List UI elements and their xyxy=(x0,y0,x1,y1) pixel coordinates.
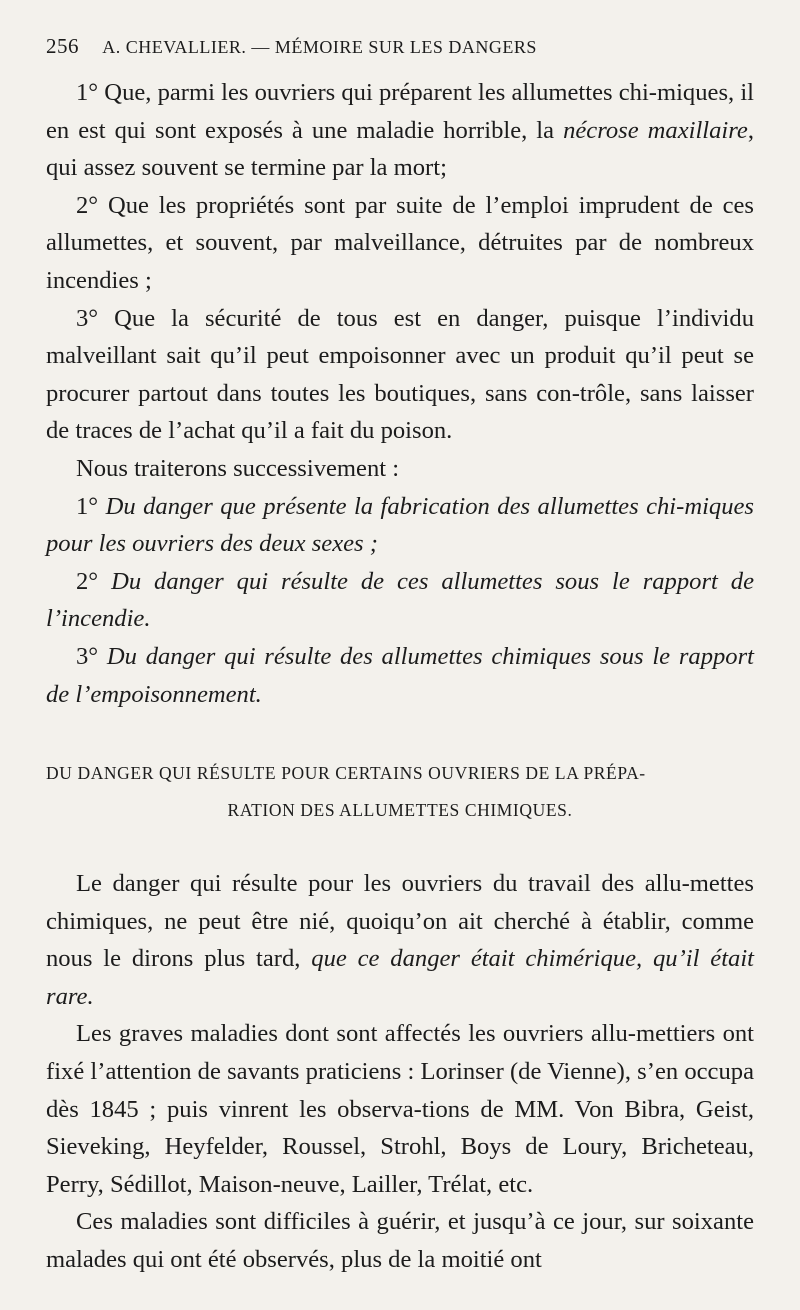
paragraph-3: Ces maladies sont difficiles à guérir, et jusqu’à ce jour, sur soixante malades qui ont été observés, plus de la moitié ont xyxy=(46,1208,754,1274)
list2-item2-italic: Du danger qui résulte de ces allumettes sous le rapport de l’incendie. xyxy=(46,567,754,633)
paragraph-1-italic: que ce danger était chimérique, qu’il était rare. xyxy=(46,945,754,1010)
list2-item1 xyxy=(46,488,754,563)
section-heading-line2: RATION DES ALLUMETTES CHIMIQUES. xyxy=(227,800,573,821)
list1-item1-text-end: , qui assez souvent se termine par la mort; xyxy=(46,116,754,182)
list2-item1-italic: Du danger que présente la fabrication des allumettes chi-miques pour les ouvriers des deux sexes ; xyxy=(46,492,754,558)
running-header xyxy=(46,34,754,59)
list1-item1 xyxy=(46,74,754,187)
list1-item1-italic: nécrose maxillaire xyxy=(563,116,748,144)
list2-item2-number: 2° xyxy=(76,567,112,595)
section-heading-line1: DU DANGER QUI RÉSULTE POUR CERTAINS OUVRIERS DE LA PRÉPA- xyxy=(46,763,646,784)
list1-item3: 3° Que la sécurité de tous est en danger, puisque l’individu malveillant sait qu’il peut empoisonner avec un produit qu’il peut se procurer partout dans toutes les boutiques, sans con-trôle, sans laisser de traces de l’achat qu’il a fait du poison. xyxy=(46,304,754,445)
list2-item1-number: 1° xyxy=(76,492,106,520)
paragraph-1-text: Le danger qui résulte pour les ouvriers du travail des allu-mettes chimiques, ne peut être nié, quoiqu’on ait cherché à établir, comme nous le dirons plus tard, xyxy=(46,870,754,973)
section-heading xyxy=(46,755,754,829)
paragraph-2: Les graves maladies dont sont affectés les ouvriers allu-mettiers ont fixé l’attention de savants praticiens : Lorinser (de Vienne), s’en occupa dès 1845 ; puis vinrent les observa-tions de MM. Von Bibra, Geist, Sieveking, Heyfelder, Roussel, Strohl, Boys de Loury, Bricheteau, Perry, Sédillot, Maison-neuve, Lailler, Trélat, etc. xyxy=(46,1020,754,1198)
paragraph-1 xyxy=(46,865,754,1015)
list2-item2 xyxy=(46,563,754,638)
list2-item3 xyxy=(46,638,754,713)
list2-item3-italic: Du danger qui résulte des allumettes chimiques sous le rapport de l’empoisonnement. xyxy=(46,642,755,708)
page-body xyxy=(46,74,754,1279)
intro-paragraph: Nous traiterons successivement : xyxy=(76,454,400,482)
list2-item3-number: 3° xyxy=(76,642,107,670)
list1-item1-text: 1° Que, parmi les ouvriers qui préparent les allumettes chi-miques, il en est qui sont exposés à une maladie horrible, la xyxy=(46,79,754,144)
page-number: 256 xyxy=(46,34,79,58)
running-title: A. CHEVALLIER. — MÉMOIRE SUR LES DANGERS xyxy=(102,37,537,57)
list1-item2: 2° Que les propriétés sont par suite de l’emploi imprudent de ces allumettes, et souvent, par malveillance, détruites par de nombreux incendies ; xyxy=(46,191,754,294)
